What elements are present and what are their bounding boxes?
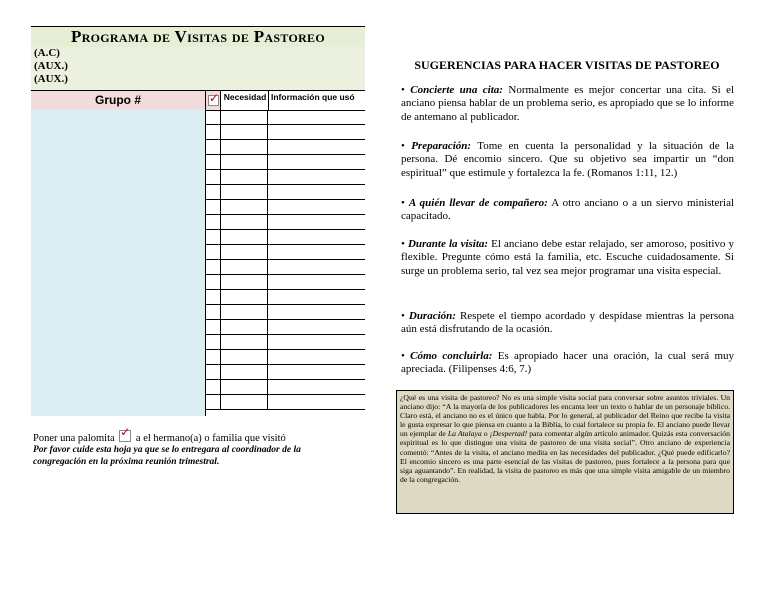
need-column-header: Necesidad (220, 91, 269, 110)
grid-row[interactable] (205, 215, 365, 230)
visit-checkbox[interactable] (205, 275, 221, 289)
visit-checkbox[interactable] (205, 260, 221, 274)
role-ac: (A.C) (34, 47, 60, 59)
grid-row[interactable] (205, 320, 365, 335)
need-cell[interactable] (220, 365, 268, 379)
grid-row[interactable] (205, 305, 365, 320)
visit-checkbox[interactable] (205, 365, 221, 379)
need-cell[interactable] (220, 320, 268, 334)
need-cell[interactable] (220, 215, 268, 229)
need-cell[interactable] (220, 200, 268, 214)
footer-instruction (33, 425, 286, 444)
group-column-header: Grupo # (31, 91, 205, 110)
suggestion-item: • Cómo concluirla: Es apropiado hacer una oración, la cual será muy apreciada. (Filipenses 4:6, 7.) (401, 350, 734, 376)
check-column-header (205, 91, 220, 110)
suggestion-item: • Preparación: Tome en cuenta la personalidad y la situación de la persona. Dé encomio sincero. Que su objetivo sea impartir un “don espiritual” que estimule y fortalezca la fe. (Romanos 1:11, 12.) (401, 140, 734, 179)
need-cell[interactable] (220, 260, 268, 274)
footer-instruction-after: a el hermano(a) o familia que visitó (135, 433, 286, 444)
need-cell[interactable] (220, 395, 268, 409)
visit-checkbox[interactable] (205, 335, 221, 349)
grid-row[interactable] (205, 260, 365, 275)
need-cell[interactable] (220, 185, 268, 199)
role-aux-2: (AUX.) (34, 73, 68, 85)
grid-row[interactable] (205, 110, 365, 125)
visit-checkbox[interactable] (205, 170, 221, 184)
footer-instruction-before: Poner una palomita (33, 433, 115, 444)
visit-checkbox[interactable] (205, 155, 221, 169)
suggestion-item: • Concierte una cita: Normalmente es mejor concertar una cita. Si el anciano piensa hablar de un problema serio, es apropiado que se lo informe de antemano al publicador. (401, 84, 735, 123)
info-column-header: Información que usó (268, 91, 368, 110)
visit-checkbox[interactable] (205, 320, 221, 334)
suggestion-item: • Duración: Respete el tiempo acordado y despídase mientras la persona aún está disfrutando de la ocasión. (401, 310, 734, 336)
grid-row[interactable] (205, 230, 365, 245)
need-cell[interactable] (220, 110, 268, 124)
grid-row[interactable] (205, 185, 365, 200)
grid-row[interactable] (205, 290, 365, 305)
grid-row[interactable] (205, 140, 365, 155)
visit-checkbox[interactable] (205, 185, 221, 199)
need-cell[interactable] (220, 125, 268, 139)
shepherding-note-box: ¿Qué es una visita de pastoreo? No es una simple visita social para conversar sobre asuntos triviales. Un anciano dijo: “A la mayoría de los publicadores les encanta leer un texto o hablar de un personaje bíblico. Claro está, el anciano no es el único que habla. Por lo general, al publicador del Reino que recibe la visita le gusta expresar lo que piensa en cuanto a la Biblia, lo cual fortalece su propia fe. El anciano puede llevar un ejemplar de La Atalaya o ¡Despertad! para comentar algún artículo animador. Quizás esta conversación espiritual es lo que distingue una visita de pastoreo de una visita social”. Otro anciano de experiencia comentó: “Antes de la visita, el anciano medita en las necesidades del publicador. ¿Qué puede edificarlo? El encomio sincero es una parte esencial de las visitas de pastoreo, pues fortalece a la persona para que siga aguantando”. En realidad, la visita de pastoreo es más que una simple visita amigable de un miembro de la congregación. (396, 390, 734, 514)
grid-row[interactable] (205, 125, 365, 140)
grid-row[interactable] (205, 335, 365, 350)
grid-header (31, 90, 365, 111)
need-cell[interactable] (220, 170, 268, 184)
visit-grid (205, 110, 365, 410)
grid-row[interactable] (205, 245, 365, 260)
grid-row[interactable] (205, 395, 365, 410)
need-cell[interactable] (220, 155, 268, 169)
need-cell[interactable] (220, 245, 268, 259)
need-cell[interactable] (220, 275, 268, 289)
visit-checkbox[interactable] (205, 305, 221, 319)
need-cell[interactable] (220, 230, 268, 244)
visit-checkbox[interactable] (205, 395, 221, 409)
need-cell[interactable] (220, 140, 268, 154)
form-title: Programa de Visitas de Pastoreo (31, 26, 365, 48)
need-cell[interactable] (220, 305, 268, 319)
visit-checkbox[interactable] (205, 110, 221, 124)
visit-checkbox[interactable] (205, 200, 221, 214)
grid-row[interactable] (205, 275, 365, 290)
checkmark-icon: ✓ (209, 91, 220, 105)
roles-block (31, 47, 365, 90)
need-cell[interactable] (220, 350, 268, 364)
visit-checkbox[interactable] (205, 140, 221, 154)
suggestion-item: • A quién llevar de compañero: A otro anciano o a un siervo ministerial capacitado. (401, 197, 735, 223)
visit-checkbox[interactable] (205, 230, 221, 244)
grid-row[interactable] (205, 365, 365, 380)
need-cell[interactable] (220, 380, 268, 394)
visit-checkbox[interactable] (205, 125, 221, 139)
grid-row[interactable] (205, 155, 365, 170)
visit-checkbox[interactable] (205, 350, 221, 364)
grid-row[interactable] (205, 350, 365, 365)
grid-row[interactable] (205, 170, 365, 185)
checkmark-icon: ✓ (119, 430, 131, 442)
grid-row[interactable] (205, 200, 365, 215)
role-aux-1: (AUX.) (34, 60, 68, 72)
footer-note: Por favor cuide esta hoja ya que se lo entregara al coordinador de la congregación en la próxima reunión trimestral. (33, 445, 301, 467)
visit-checkbox[interactable] (205, 215, 221, 229)
grid-row[interactable] (205, 380, 365, 395)
visit-checkbox[interactable] (205, 245, 221, 259)
suggestions-title: SUGERENCIAS PARA HACER VISITAS DE PASTOREO (414, 58, 720, 72)
visit-checkbox[interactable] (205, 290, 221, 304)
need-cell[interactable] (220, 335, 268, 349)
need-cell[interactable] (220, 290, 268, 304)
visit-checkbox[interactable] (205, 380, 221, 394)
suggestion-item: • Durante la visita: El anciano debe estar relajado, ser amoroso, positivo y flexible. Pregunte cómo está la familia, etc. Escuche cuidadosamente. Si surge un problema serio, tal vez sea mejor programar una visita especial. (401, 238, 735, 277)
group-members-area[interactable] (31, 110, 206, 416)
